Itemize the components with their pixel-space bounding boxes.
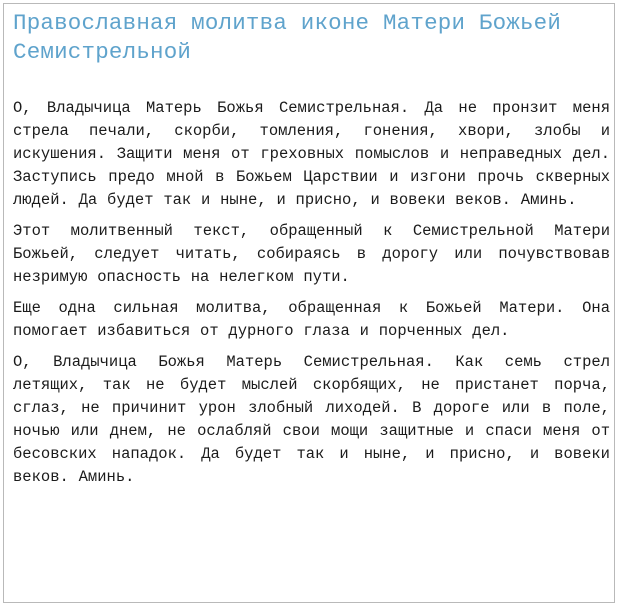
article-title: Православная молитва иконе Матери Божьей Семистрельной — [13, 10, 562, 65]
prayer-paragraph-2: О, Владычица Божья Матерь Семистрельная. Как семь стрел летящих, так не будет мыслей скорбящих, не пристанет порча, сглаз, не причинит урон злобный лиходей. В дороге или в поле, ночью или днем, не ослабляй свои мощи защитные и спаси меня от бесовских нападок. Да будет так и ныне, и присно, и вовеки веков. Аминь. — [13, 353, 610, 486]
article-frame — [3, 3, 615, 603]
description-paragraph-2: Еще одна сильная молитва, обращенная к Божьей Матери. Она помогает избавиться от дурного глаза и порченных дел. — [13, 299, 610, 340]
prayer-paragraph-1: О, Владычица Матерь Божья Семистрельная. Да не пронзит меня стрела печали, скорби, томления, гонения, хвори, злобы и искушения. Защити меня от греховных помыслов и неправедных дел. Заступись предо мной в Божьем Царствии и изгони прочь скверных людей. Да будет так и ныне, и присно, и вовеки веков. Аминь. — [13, 99, 610, 209]
article-content — [13, 9, 610, 489]
description-paragraph-1: Этот молитвенный текст, обращенный к Семистрельной Матери Божьей, следует читать, собираясь в дорогу или почувствовав незримую опасность на нелегком пути. — [13, 222, 610, 286]
